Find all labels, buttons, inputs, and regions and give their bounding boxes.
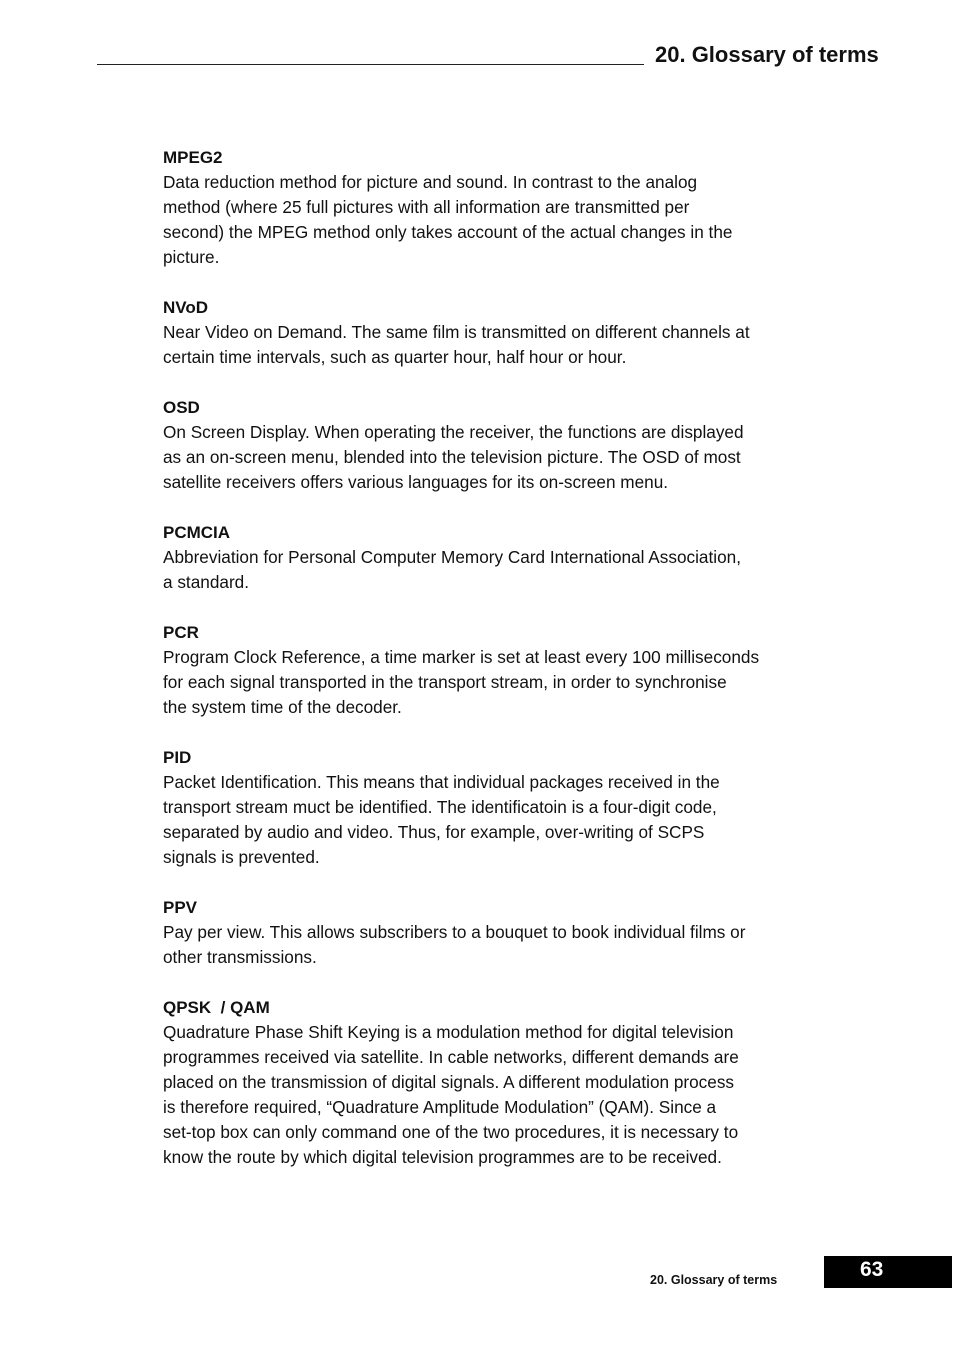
glossary-term: PCR: [163, 623, 199, 642]
glossary-term: MPEG2: [163, 148, 223, 167]
glossary-definition: Quadrature Phase Shift Keying is a modulation method for digital television programmes received via satellite. In cable networks, different demands are placed on the transmission of digital signals. A different modulation process is therefore required, “Quadrature Amplitude Modulation” (QAM). Since a set-top box can only command one of the two procedures, it is necessary to know the route by which digital television programmes are to be received.: [163, 1022, 739, 1167]
glossary-term: OSD: [163, 398, 200, 417]
glossary-entry: [163, 895, 828, 970]
page-title: 20. Glossary of terms: [655, 42, 879, 67]
glossary-definition: Pay per view. This allows subscribers to a bouquet to book individual films or other transmissions.: [163, 922, 746, 967]
glossary-list: [163, 145, 828, 1195]
glossary-entry: [163, 620, 828, 720]
footer-section-label: 20. Glossary of terms: [650, 1273, 778, 1287]
glossary-definition: Program Clock Reference, a time marker is set at least every 100 milliseconds for each signal transported in the transport stream, in order to synchronise the system time of the decoder.: [163, 647, 760, 717]
glossary-entry: [163, 745, 828, 870]
glossary-definition: Near Video on Demand. The same film is transmitted on different channels at certain time intervals, such as quarter hour, half hour or hour.: [163, 322, 750, 367]
glossary-definition: Packet Identification. This means that individual packages received in the transport stream muct be identified. The identificatoin is a four-digit code, separated by audio and video. Thus, for example, over-writing of SCPS signals is prevented.: [163, 772, 720, 867]
header-rule: [97, 64, 644, 65]
glossary-entry: [163, 145, 828, 270]
glossary-entry: [163, 520, 828, 595]
glossary-term: QPSK / QAM: [163, 998, 270, 1017]
glossary-entry: [163, 995, 828, 1170]
glossary-definition: Data reduction method for picture and sound. In contrast to the analog method (where 25 full pictures with all information are transmitted per second) the MPEG method only takes account of the actual changes in the picture.: [163, 172, 733, 267]
glossary-term: PID: [163, 748, 192, 767]
glossary-entry: [163, 395, 828, 495]
page-number: 63: [860, 1258, 884, 1281]
glossary-definition: On Screen Display. When operating the receiver, the functions are displayed as an on-screen menu, blended into the television picture. The OSD of most satellite receivers offers various languages for its on-screen menu.: [163, 422, 744, 492]
glossary-definition: Abbreviation for Personal Computer Memory Card International Association, a standard.: [163, 547, 741, 592]
glossary-term: PCMCIA: [163, 523, 231, 542]
glossary-entry: [163, 295, 828, 370]
glossary-term: NVoD: [163, 298, 209, 317]
page-number-badge: [824, 1256, 952, 1288]
glossary-term: PPV: [163, 898, 198, 917]
